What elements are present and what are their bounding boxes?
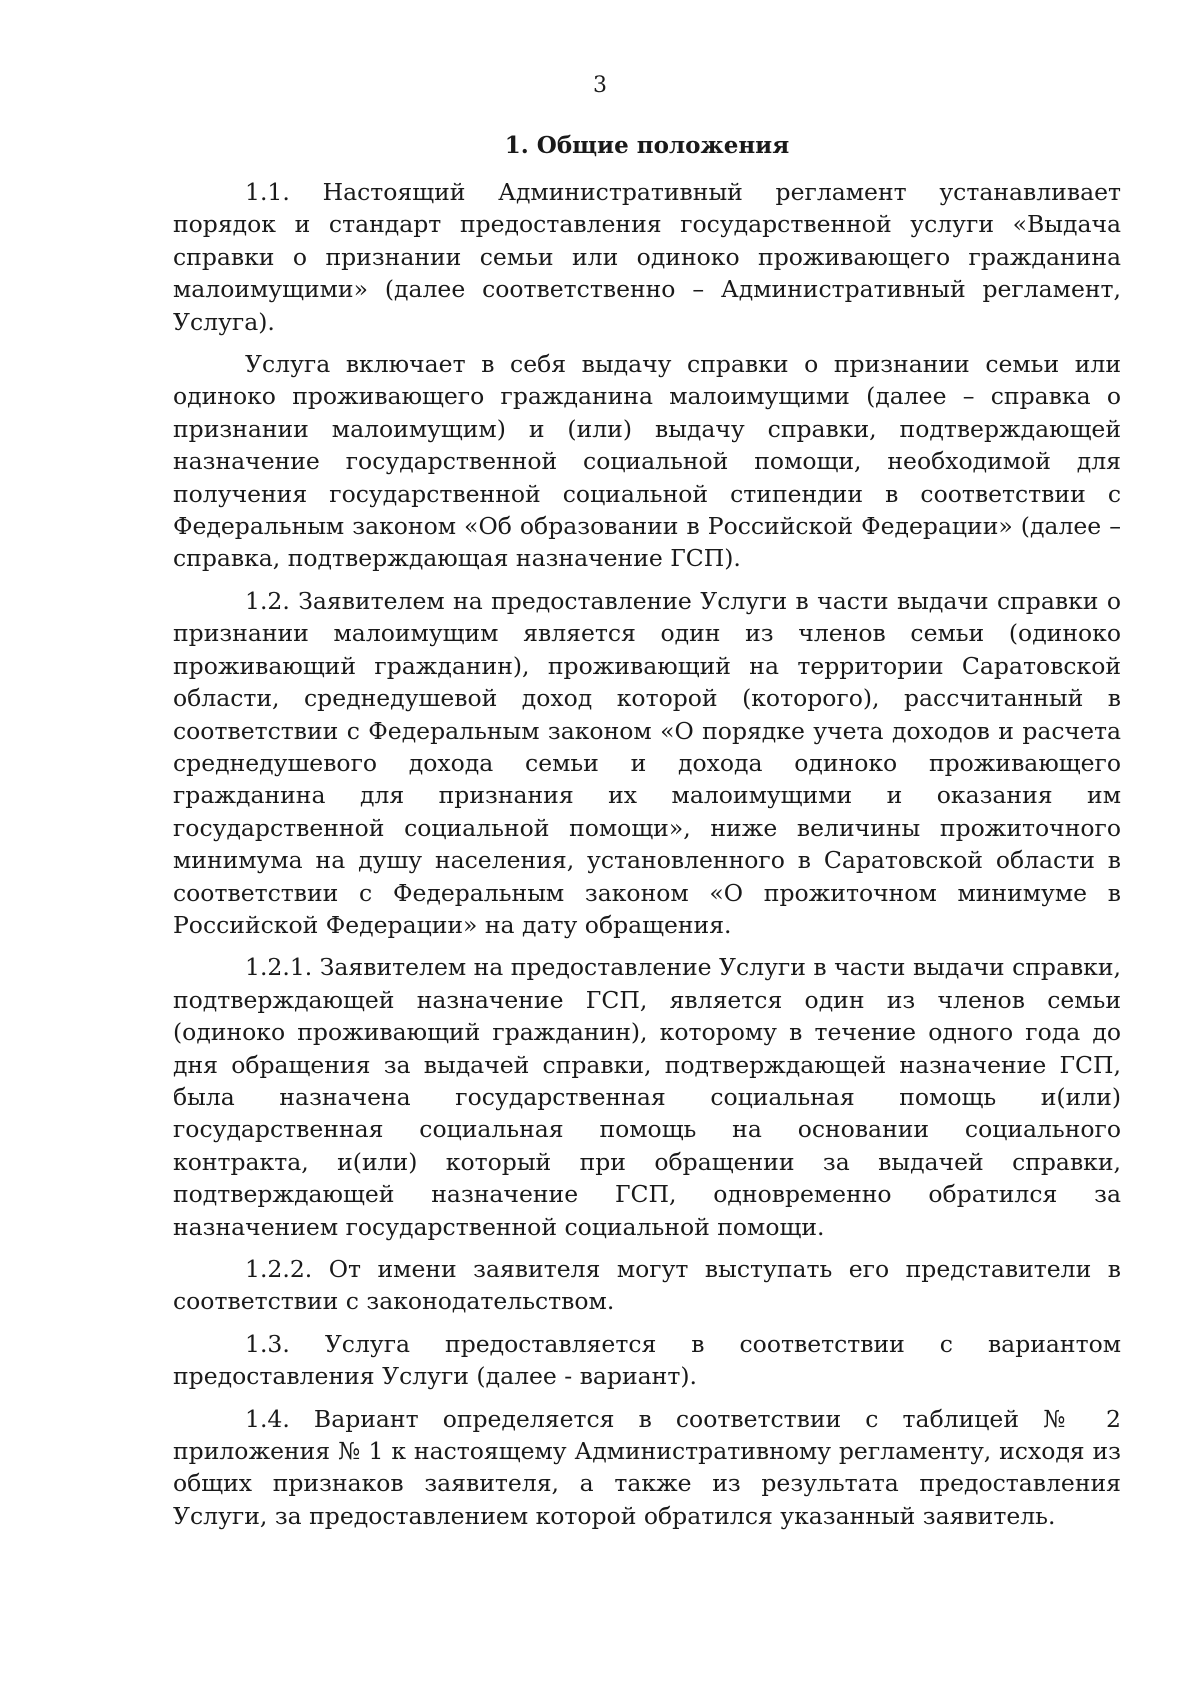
paragraph-1-2-1: 1.2.1. Заявителем на предоставление Услуги в части выдачи справки, подтверждающей назначение ГСП, является один из членов семьи (одиноко проживающий гражданин), которому в течение одного года до дня обращения за выдачей справки, подтверждающей назначение ГСП, была назначена государственная социальная помощь и(или) государственная социальная помощь на основании социального контракта, и(или) который при обращении за выдачей справки, подтверждающей назначение ГСП, одновременно обратился за назначением государственной социальной помощи. [173,953,1121,1241]
paragraph-1-1: 1.1. Настоящий Административный регламент устанавливает порядок и стандарт предоставления государственной услуги «Выдача справки о признании семьи или одиноко проживающего гражданина малоимущими» (далее соответственно – Административный регламент, Услуга). [173,178,1121,336]
paragraph-1-2-2: 1.2.2. От имени заявителя могут выступать его представители в соответствии с законодательством. [173,1255,1121,1316]
paragraph-1-4: 1.4. Вариант определяется в соответствии с таблицей № 2 приложения № 1 к настоящему Административному регламенту, исходя из общих признаков заявителя, а также из результата предоставления Услуги, за предоставлением которой обратился указанный заявитель. [173,1404,1121,1530]
paragraph-service-scope: Услуга включает в себя выдачу справки о признании семьи или одиноко проживающего гражданина малоимущими (далее – справка о признании малоимущим) и (или) выдачу справки, подтверждающей назначение государственной социальной помощи, необходимой для получения государственной социальной стипендии в соответствии с Федеральным законом «Об образовании в Российской Федерации» (далее – справка, подтверждающая назначение ГСП). [173,350,1121,573]
paragraph-1-3: 1.3. Услуга предоставляется в соответствии с вариантом предоставления Услуги (далее - вариант). [173,1329,1121,1391]
document-body [173,130,1121,1542]
section-title: 1. Общие положения [504,132,790,159]
page-number: 3 [593,73,607,98]
paragraph-1-2: 1.2. Заявителем на предоставление Услуги в части выдачи справки о признании малоимущим является один из членов семьи (одиноко проживающий гражданин), проживающий на территории Саратовской области, среднедушевой доход которой (которого), рассчитанный в соответствии с Федеральным законом «О порядке учета доходов и расчета среднедушевого дохода семьи и дохода одиноко проживающего гражданина для признания их малоимущими и оказания им государственной социальной помощи», ниже величины прожиточного минимума на душу населения, установленного в Саратовской области в соответствии с Федеральным законом «О прожиточном минимуме в Российской Федерации» на дату обращения. [173,586,1121,939]
